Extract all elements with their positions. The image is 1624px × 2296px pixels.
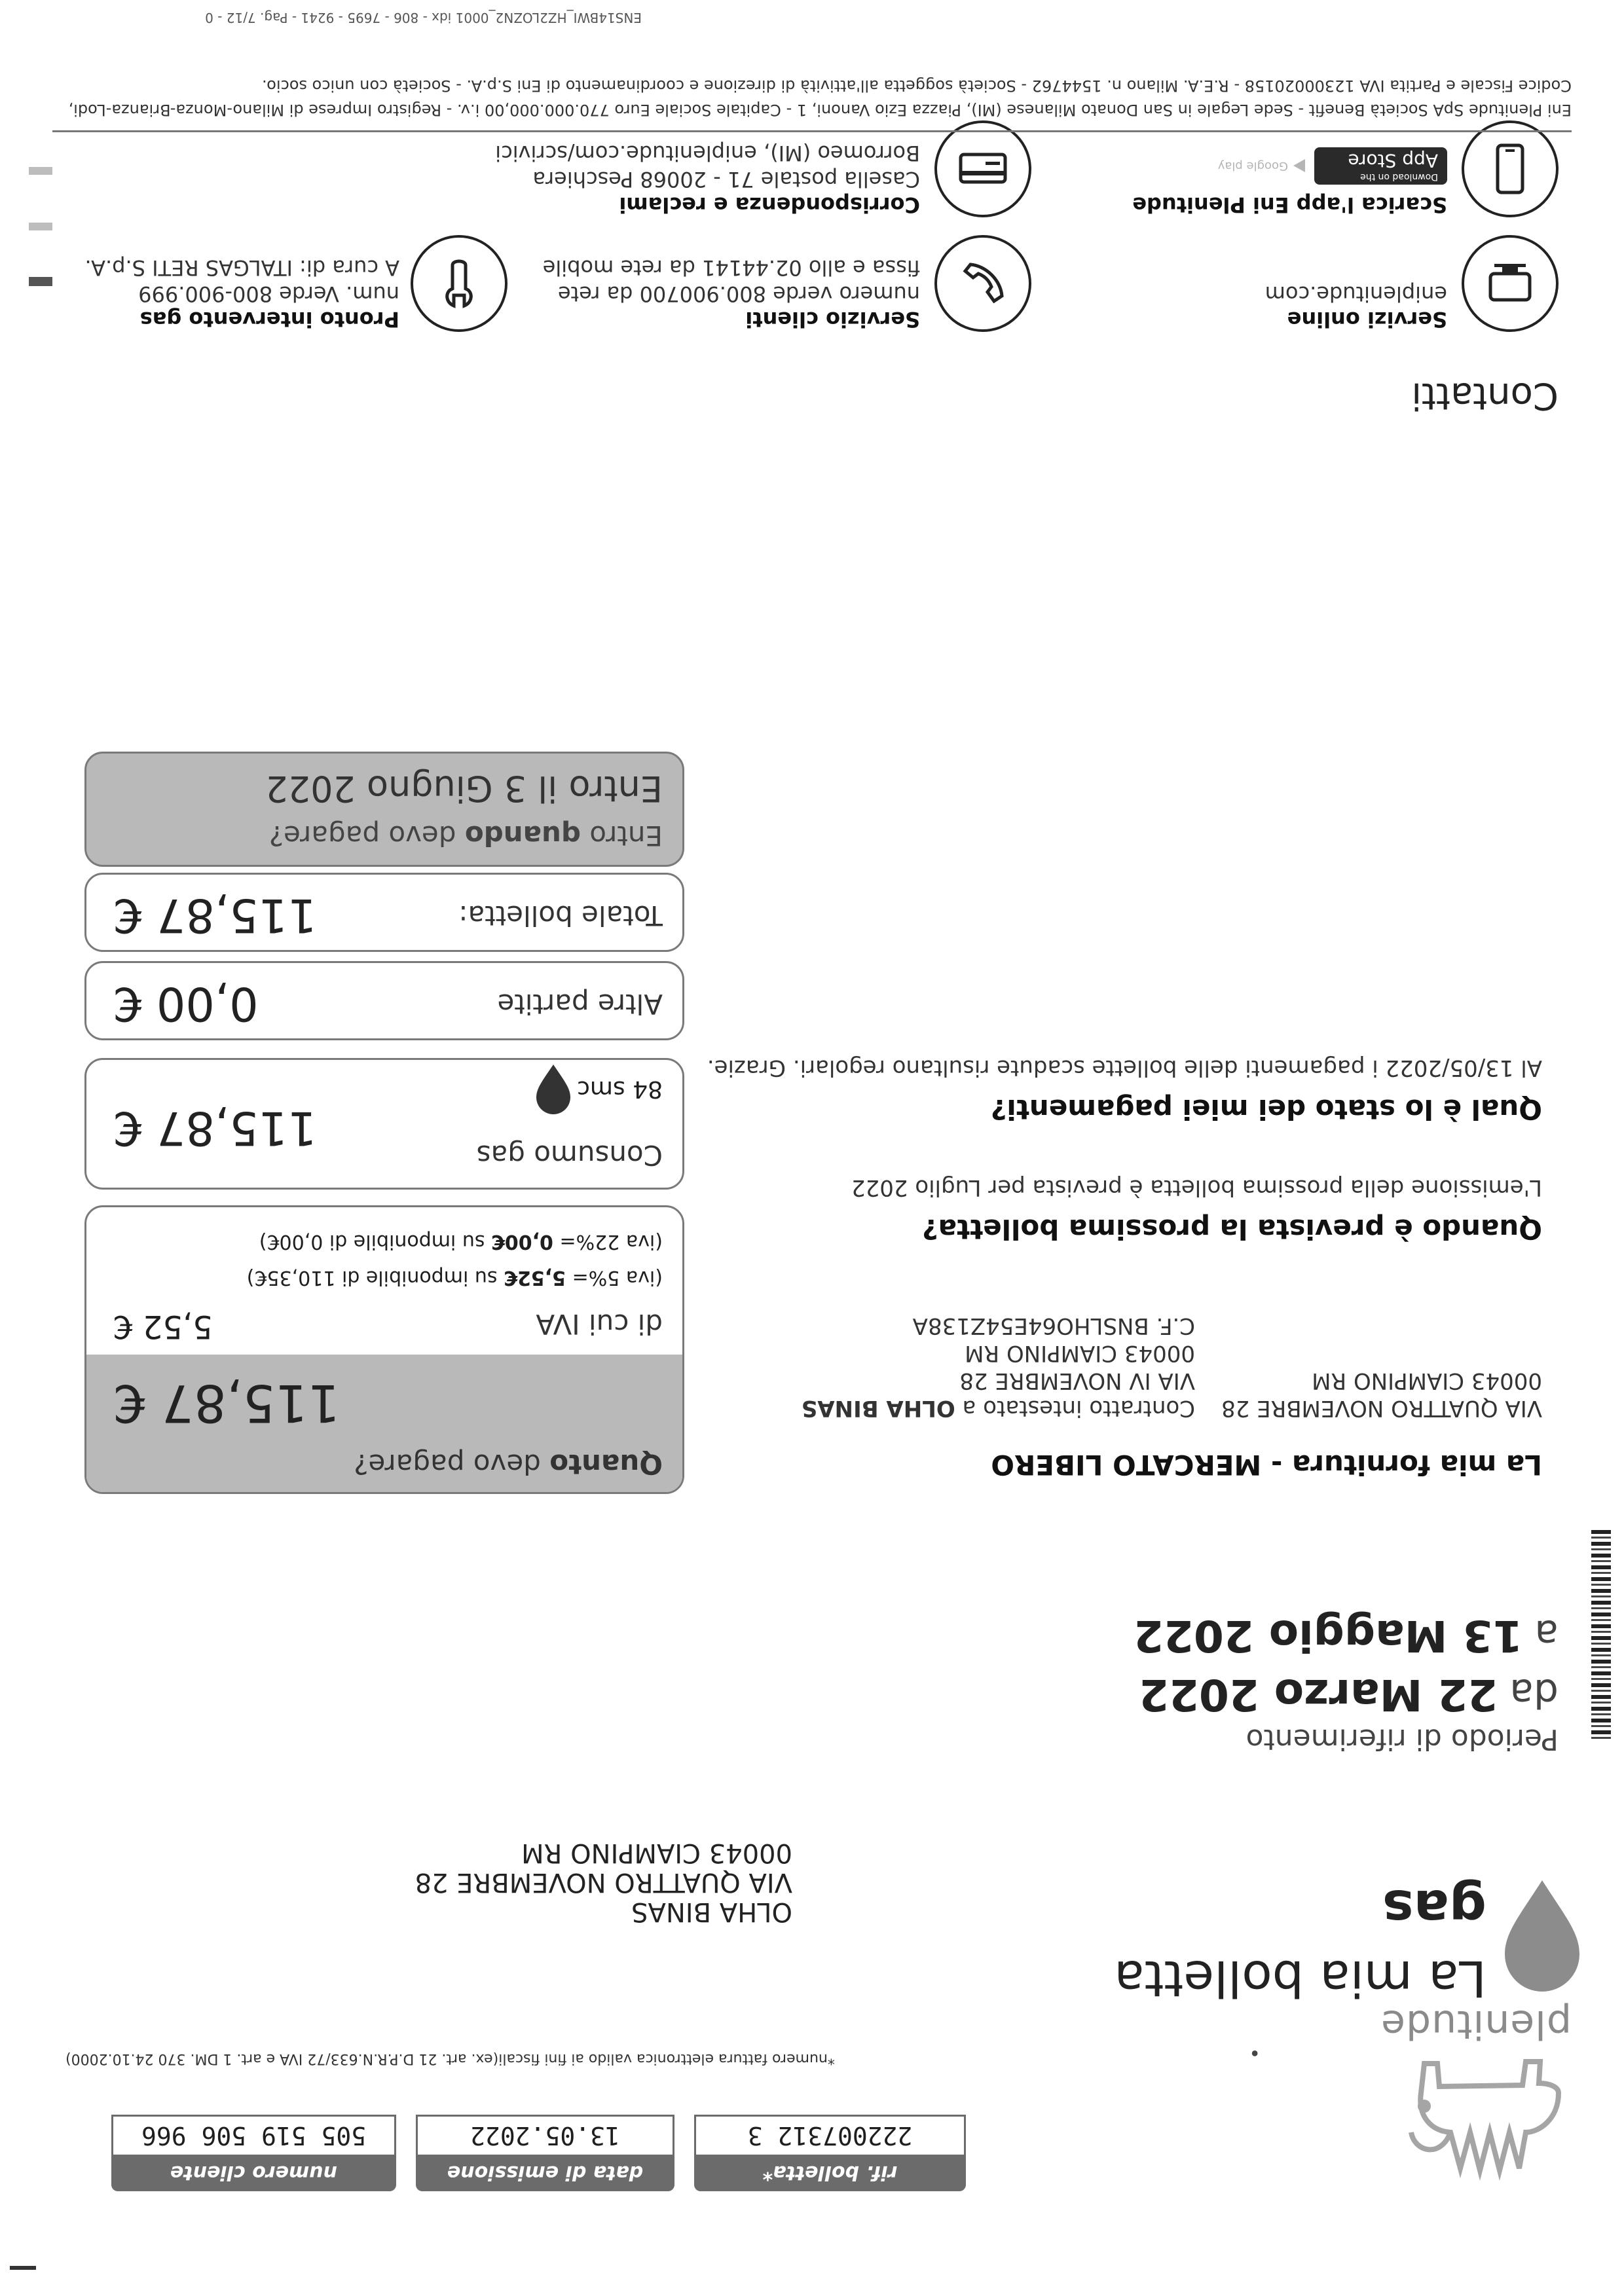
total-box bbox=[84, 873, 684, 952]
due-date-box bbox=[84, 752, 684, 867]
header-col-cliente bbox=[111, 2115, 396, 2191]
vat-line-5-post: su imponibile di 110,35€) bbox=[246, 1266, 498, 1289]
consumption-label: Consumo gas bbox=[476, 1139, 663, 1171]
contact-gas-emergency-line1: num. Verde 800-900.999 bbox=[138, 282, 399, 306]
recipient-name: OLHA BINAS bbox=[631, 1897, 792, 1927]
due-date-value: Entro il 3 Giugno 2022 bbox=[265, 768, 663, 809]
contract-holder: OLHA BINAS bbox=[801, 1395, 955, 1421]
amount-box bbox=[84, 1205, 684, 1494]
due-date-label-pre: Entro bbox=[589, 820, 663, 852]
scan-mark bbox=[10, 2266, 36, 2270]
contacts-title: Contatti bbox=[1411, 374, 1559, 417]
app-store-badge-label: App Store bbox=[1348, 150, 1438, 172]
vat-line-22-pre: (iva 22%= bbox=[559, 1230, 663, 1253]
contract-holder-line bbox=[802, 1394, 1195, 1422]
due-date-label-post: devo pagare? bbox=[268, 820, 456, 852]
dog-logo-icon bbox=[1388, 2034, 1585, 2231]
supply-site-city: 00043 CIAMPINO RM bbox=[1312, 1368, 1542, 1394]
footer-legal-line2: Codice Fiscale e Partita IVA 12300020158 - R.E.A. Milano n. 1544762 - Società soggetta all'attività di direzione e coordinamento di Eni S.p.A. - Società con unico socio. bbox=[262, 77, 1572, 95]
due-date-label-bold: quando bbox=[464, 820, 581, 852]
header-label: rif. bolletta* bbox=[694, 2155, 966, 2191]
total-label: Totale bolletta: bbox=[458, 900, 663, 932]
scan-code: ENS14BWI_HZ2LOZN2_0001 idx - 806 - 7695 - 9241 - Pag. 7/12 - 0 bbox=[205, 10, 642, 26]
header-label: data di emissione bbox=[416, 2155, 674, 2191]
contract-tax-code: C.F. BNSLHO64E54Z138A bbox=[912, 1313, 1195, 1339]
next-bill-text: L'emissione della prossima bolletta è prevista per Luglio 2022 bbox=[851, 1175, 1542, 1201]
gas-pin-icon bbox=[534, 1063, 573, 1116]
contact-customer-service-title: Servizio clienti bbox=[745, 307, 920, 332]
amount-value: 115,87 € bbox=[113, 1373, 341, 1432]
bill-subtitle: gas bbox=[1382, 1878, 1486, 1939]
wrench-icon bbox=[411, 235, 507, 332]
header-col-rif bbox=[694, 2115, 966, 2191]
total-amount: 115,87 € bbox=[113, 888, 317, 942]
header-value: 505 519 506 966 bbox=[111, 2115, 396, 2155]
other-items-label: Altre partite bbox=[497, 988, 663, 1020]
contract-info bbox=[802, 1312, 1195, 1422]
contact-online bbox=[1265, 281, 1447, 332]
recipient-city: 00043 CIAMPINO RM bbox=[521, 1838, 792, 1868]
header-label: numero cliente bbox=[111, 2155, 396, 2191]
period-label: Periodo di riferimento bbox=[1246, 1722, 1559, 1756]
contact-online-title: Servizi online bbox=[1287, 307, 1447, 332]
contract-prefix: Contratto intestato a bbox=[962, 1395, 1195, 1421]
payments-status-title: Qual è lo stato dei miei pagamenti? bbox=[991, 1093, 1542, 1125]
supply-title: La mia fornitura - MERCATO LIBERO bbox=[991, 1449, 1542, 1481]
vat-line-22-val: 0,00€ bbox=[491, 1230, 553, 1253]
vat-line-5-pre: (iva 5%= bbox=[572, 1266, 663, 1289]
vat-line-22 bbox=[259, 1230, 663, 1253]
vat-amount: 5,52 € bbox=[113, 1308, 213, 1345]
phone-icon bbox=[934, 235, 1031, 332]
period-from-date: 22 Marzo 2022 bbox=[1139, 1669, 1498, 1720]
vat-label: di cui IVA bbox=[536, 1308, 663, 1340]
bullet-mark: • bbox=[1249, 2041, 1261, 2064]
play-triangle-icon bbox=[1292, 158, 1306, 174]
header-value: 222007312 3 bbox=[694, 2115, 966, 2155]
footer-legal-line1: Eni Plenitude SpA Società Benefit - Sede Legale in San Donato Milanese (MI), Piazza Ezio Vanoni, 1 - Capitale Sociale Euro 770.000.000,00 i.v. - Registro Imprese di Milano-Monza-Brianza-Lodi, bbox=[68, 101, 1572, 119]
period-from-prefix: da bbox=[1509, 1670, 1559, 1716]
smartphone-icon bbox=[1462, 120, 1559, 217]
header-value: 13.05.2022 bbox=[416, 2115, 674, 2155]
consumption-qty-value: 84 smc bbox=[577, 1076, 663, 1103]
contact-gas-emergency bbox=[85, 255, 400, 332]
contact-correspondence-line1: Casella postale 71 - 20068 Peschiera bbox=[532, 167, 920, 192]
recipient-street: VIA QUATTRO NOVEMBRE 28 bbox=[415, 1867, 792, 1897]
consumption-box bbox=[84, 1058, 684, 1190]
recipient-address bbox=[415, 1838, 792, 1926]
scan-mark bbox=[29, 167, 52, 175]
period-to-prefix: a bbox=[1534, 1611, 1559, 1657]
contact-customer-service bbox=[543, 255, 920, 332]
next-bill-title: Quando è prevista la prossima bolletta? bbox=[922, 1213, 1542, 1245]
bill-title: La mia bolletta bbox=[1114, 1950, 1486, 2008]
laptop-icon bbox=[1462, 235, 1559, 332]
google-play-label: Google play bbox=[1217, 159, 1288, 173]
contact-app bbox=[1132, 147, 1447, 217]
contract-street: VIA IV NOVEMBRE 28 bbox=[959, 1368, 1195, 1394]
barcode-strip bbox=[1591, 1530, 1611, 1740]
amount-label bbox=[354, 1448, 663, 1480]
contact-correspondence-title: Corrispondenza e reclami bbox=[619, 192, 920, 217]
due-date-label bbox=[269, 820, 663, 852]
period-to bbox=[1134, 1611, 1559, 1661]
contract-city: 00043 CIAMPINO RM bbox=[965, 1340, 1195, 1366]
consumption-qty bbox=[534, 1063, 663, 1116]
period-to-date: 13 Maggio 2022 bbox=[1134, 1611, 1523, 1661]
footer-divider bbox=[52, 130, 1572, 132]
supply-site-street: VIA QUATTRO NOVEMBRE 28 bbox=[1221, 1395, 1542, 1421]
header-col-data bbox=[416, 2115, 674, 2191]
vat-line-5 bbox=[247, 1266, 663, 1289]
other-items-amount: 0,00 € bbox=[113, 977, 259, 1030]
google-play-badge[interactable] bbox=[1218, 158, 1306, 174]
period-from bbox=[1139, 1669, 1559, 1720]
contact-gas-emergency-title: Pronto intervento gas bbox=[139, 307, 399, 332]
brand-name: plenitude bbox=[1380, 2001, 1572, 2047]
contact-correspondence-line2: Borromeo (MI), eniplenitude.com/scrivici bbox=[495, 141, 920, 166]
gas-pin-icon bbox=[1500, 1874, 1585, 1995]
contact-customer-service-line2: fissa e allo 02.44141 da rete mobile bbox=[542, 255, 920, 280]
contact-gas-emergency-line2: A cura di: ITALGAS RETI S.p.A. bbox=[84, 255, 399, 280]
card-icon bbox=[934, 120, 1031, 217]
contact-online-link[interactable]: eniplenitude.com bbox=[1264, 282, 1447, 306]
contact-correspondence bbox=[495, 140, 920, 217]
scan-mark bbox=[29, 277, 52, 286]
invoice-footnote: *numero fattura elettronica valido ai fini fiscali(ex. art. 21 D.P.R.N.633/72 IVA e art. 1 DM. 370 24.10.2000) bbox=[65, 2050, 835, 2067]
amount-label-bold: Quanto bbox=[549, 1448, 663, 1480]
app-store-badge-small: Download on the bbox=[1360, 172, 1438, 182]
contact-app-title: Scarica l'app Eni Plenitude bbox=[1132, 192, 1447, 217]
consumption-amount: 115,87 € bbox=[113, 1101, 317, 1155]
amount-header bbox=[86, 1355, 682, 1492]
other-items-box bbox=[84, 961, 684, 1040]
amount-label-rest: devo pagare? bbox=[354, 1448, 541, 1480]
contact-customer-service-line1: numero verde 800.900700 da rete bbox=[557, 282, 920, 306]
vat-line-22-post: su imponibile di 0,00€) bbox=[259, 1230, 485, 1253]
payments-status-text: Al 13/05/2022 i pagamenti delle bollette scadute risultano regolari. Grazie. bbox=[707, 1055, 1542, 1081]
app-store-badge[interactable] bbox=[1314, 147, 1447, 185]
scan-mark bbox=[29, 223, 52, 230]
supply-site bbox=[1221, 1367, 1542, 1422]
store-badges bbox=[1132, 147, 1447, 185]
vat-line-5-val: 5,52€ bbox=[504, 1266, 566, 1289]
